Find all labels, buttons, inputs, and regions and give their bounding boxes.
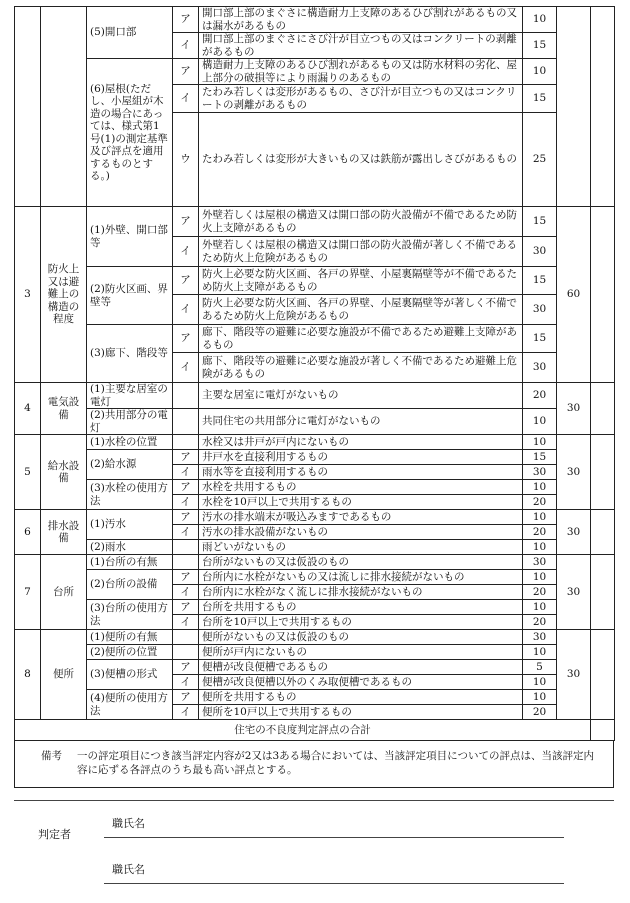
symbol: ア — [173, 480, 199, 495]
points: 30 — [523, 295, 557, 325]
points: 10 — [523, 645, 557, 660]
points: 30 — [523, 237, 557, 267]
description: 外壁若しくは屋根の構造又は開口部の防火設備が不備であるため防火上支障があるもの — [199, 207, 523, 237]
item-number — [15, 7, 41, 207]
symbol — [173, 435, 199, 450]
symbol: イ — [173, 615, 199, 630]
symbol — [173, 383, 199, 409]
evaluation-item: (2)便所の位置 — [87, 645, 173, 660]
description: 台所を10戸以上で共用するもの — [199, 615, 523, 630]
description: 便所を10戸以上で共用するもの — [199, 705, 523, 720]
judge-name-label-2: 職氏名 — [112, 863, 145, 876]
remarks-box — [14, 741, 614, 788]
description: 汚水の排水端末が吸込みますであるもの — [199, 510, 523, 525]
description: 水栓又は井戸が戸内にないもの — [199, 435, 523, 450]
category: 便所 — [41, 630, 87, 720]
description: 開口部上部のまぐさにさび汁が目立つもの又はコンクリートの剥離があるもの — [199, 33, 523, 59]
table-row — [15, 540, 615, 555]
table-row — [15, 630, 615, 645]
description: 外壁若しくは屋根の構造又は開口部の防火設備が著しく不備であるため防火上危険があるもの — [199, 237, 523, 267]
total-row — [15, 720, 615, 741]
table-row — [15, 510, 615, 525]
remarks-heading: 備考 — [41, 750, 62, 762]
description: 廊下、階段等の避難に必要な施設が不備であるため避難上支障があるもの — [199, 325, 523, 353]
symbol: イ — [173, 585, 199, 600]
evaluation-item: (1)外壁、開口部等 — [87, 207, 173, 267]
symbol — [173, 645, 199, 660]
evaluation-item: (5)開口部 — [87, 7, 173, 59]
category: 台所 — [41, 555, 87, 630]
category: 防火上又は避難上の構造の程度 — [41, 207, 87, 383]
description: 便槽が改良便槽であるもの — [199, 660, 523, 675]
symbol: イ — [173, 353, 199, 383]
blank-cell — [591, 555, 615, 630]
points: 15 — [523, 450, 557, 465]
points: 20 — [523, 495, 557, 510]
table-row — [15, 267, 615, 295]
evaluation-item: (2)雨水 — [87, 540, 173, 555]
table-row — [15, 480, 615, 495]
evaluation-sheet — [14, 6, 614, 788]
item-number: 6 — [15, 510, 41, 555]
max-points — [557, 7, 591, 207]
category — [41, 7, 87, 207]
description: 雨どいがないもの — [199, 540, 523, 555]
judge-section — [14, 800, 614, 897]
points: 10 — [523, 59, 557, 85]
blank-cell — [591, 435, 615, 510]
evaluation-item: (3)水栓の使用方法 — [87, 480, 173, 510]
blank-cell — [591, 207, 615, 383]
max-points: 60 — [557, 207, 591, 383]
symbol: ア — [173, 7, 199, 33]
points: 10 — [523, 435, 557, 450]
symbol: ア — [173, 207, 199, 237]
symbol: ア — [173, 660, 199, 675]
description: 台所内に水栓がないもの又は流しに排水接続がないもの — [199, 570, 523, 585]
evaluation-item: (4)便所の使用方法 — [87, 690, 173, 720]
description: 構造耐力上支障のあるひび割れがあるもの又は防水材料の劣化、屋上部分の破損等により雨漏りのあるもの — [199, 59, 523, 85]
table-row — [15, 645, 615, 660]
table-row — [15, 690, 615, 705]
item-number: 7 — [15, 555, 41, 630]
points: 20 — [523, 615, 557, 630]
table-row — [15, 450, 615, 465]
table-row — [15, 59, 615, 85]
description: 雨水等を直接利用するもの — [199, 465, 523, 480]
symbol — [173, 630, 199, 645]
points: 20 — [523, 585, 557, 600]
points: 15 — [523, 33, 557, 59]
total-value-cell — [591, 720, 615, 741]
points: 25 — [523, 113, 557, 207]
evaluation-item: (3)廊下、階段等 — [87, 325, 173, 383]
item-number: 3 — [15, 207, 41, 383]
judge-label: 判定者 — [38, 828, 71, 841]
blank-cell — [591, 383, 615, 435]
points: 30 — [523, 353, 557, 383]
symbol: ウ — [173, 113, 199, 207]
description: 台所がないもの又は仮設のもの — [199, 555, 523, 570]
symbol: ア — [173, 570, 199, 585]
max-points: 30 — [557, 510, 591, 555]
points: 30 — [523, 630, 557, 645]
blank-cell — [591, 510, 615, 555]
evaluation-item: (6)屋根(ただし、小屋組が木造の場合にあっては、様式第1号(1)の測定基準及び評点を適用するものとする。) — [87, 59, 173, 207]
item-number: 8 — [15, 630, 41, 720]
category: 給水設備 — [41, 435, 87, 510]
points: 30 — [523, 465, 557, 480]
remarks-text: 一の評定項目につき該当評定内容が2又は3ある場合においては、当該評定項目についての評点は、当該評定内容に応ずる各評点のうち最も高い評点とする。 — [77, 750, 594, 776]
evaluation-item: (1)便所の有無 — [87, 630, 173, 645]
points: 10 — [523, 510, 557, 525]
description: 防火上必要な防火区画、各戸の界壁、小屋裏隔壁等が著しく不備であるため防火上危険があるもの — [199, 295, 523, 325]
table-row — [15, 325, 615, 353]
table-row — [15, 555, 615, 570]
description: 水栓を10戸以上で共用するもの — [199, 495, 523, 510]
evaluation-item: (3)台所の使用方法 — [87, 600, 173, 630]
points: 10 — [523, 570, 557, 585]
points: 10 — [523, 480, 557, 495]
evaluation-item: (1)水栓の位置 — [87, 435, 173, 450]
max-points: 30 — [557, 383, 591, 435]
symbol: イ — [173, 525, 199, 540]
item-number: 4 — [15, 383, 41, 435]
blank-cell — [591, 7, 615, 207]
evaluation-item: (1)主要な居室の電灯 — [87, 383, 173, 409]
symbol: ア — [173, 267, 199, 295]
category: 排水設備 — [41, 510, 87, 555]
category: 電気設備 — [41, 383, 87, 435]
symbol — [173, 409, 199, 435]
symbol: イ — [173, 675, 199, 690]
points: 15 — [523, 207, 557, 237]
symbol: イ — [173, 495, 199, 510]
symbol: ア — [173, 510, 199, 525]
points: 20 — [523, 525, 557, 540]
points: 10 — [523, 409, 557, 435]
blank-cell — [591, 630, 615, 720]
description: 水栓を共用するもの — [199, 480, 523, 495]
points: 15 — [523, 85, 557, 113]
symbol: ア — [173, 600, 199, 615]
symbol — [173, 540, 199, 555]
max-points: 30 — [557, 435, 591, 510]
judge-name-line-1 — [104, 813, 564, 838]
description: 開口部上部のまぐさに構造耐力上支障のあるひび割れがあるもの又は漏水があるもの — [199, 7, 523, 33]
symbol: イ — [173, 237, 199, 267]
table-row — [15, 660, 615, 675]
symbol: ア — [173, 325, 199, 353]
table-row — [15, 570, 615, 585]
evaluation-table — [14, 6, 615, 741]
table-row — [15, 435, 615, 450]
points: 5 — [523, 660, 557, 675]
description: 便所を共用するもの — [199, 690, 523, 705]
description: 便槽が改良便槽以外のくみ取便槽であるもの — [199, 675, 523, 690]
evaluation-item: (3)便槽の形式 — [87, 660, 173, 690]
evaluation-item: (1)汚水 — [87, 510, 173, 540]
symbol: イ — [173, 85, 199, 113]
symbol: ア — [173, 690, 199, 705]
description: たわみ若しくは変形が大きいもの又は鉄筋が露出しさびがあるもの — [199, 113, 523, 207]
points: 30 — [523, 555, 557, 570]
description: 防火上必要な防火区画、各戸の界壁、小屋裏隔壁等が不備であるため防火上支障があるもの — [199, 267, 523, 295]
description: 台所内に水栓がなく流しに排水接続がないもの — [199, 585, 523, 600]
evaluation-item: (1)台所の有無 — [87, 555, 173, 570]
symbol: イ — [173, 465, 199, 480]
judge-name-label-1: 職氏名 — [112, 817, 145, 830]
points: 10 — [523, 540, 557, 555]
table-row — [15, 207, 615, 237]
description: 便所が戸内にないもの — [199, 645, 523, 660]
points: 10 — [523, 690, 557, 705]
points: 20 — [523, 705, 557, 720]
description: 台所を共用するもの — [199, 600, 523, 615]
table-row — [15, 600, 615, 615]
points: 10 — [523, 675, 557, 690]
description: 主要な居室に電灯がないもの — [199, 383, 523, 409]
symbol: イ — [173, 33, 199, 59]
table-row — [15, 409, 615, 435]
symbol — [173, 555, 199, 570]
total-label: 住宅の不良度判定評点の合計 — [15, 720, 591, 741]
symbol: イ — [173, 295, 199, 325]
description: 共同住宅の共用部分に電灯がないもの — [199, 409, 523, 435]
symbol: ア — [173, 450, 199, 465]
points: 10 — [523, 7, 557, 33]
table-row — [15, 383, 615, 409]
symbol: イ — [173, 705, 199, 720]
description: 汚水の排水設備がないもの — [199, 525, 523, 540]
table-row — [15, 7, 615, 33]
points: 20 — [523, 383, 557, 409]
max-points: 30 — [557, 555, 591, 630]
evaluation-item: (2)防火区画、界壁等 — [87, 267, 173, 325]
symbol: ア — [173, 59, 199, 85]
evaluation-item: (2)共用部分の電灯 — [87, 409, 173, 435]
points: 15 — [523, 267, 557, 295]
description: 井戸水を直接利用するもの — [199, 450, 523, 465]
item-number: 5 — [15, 435, 41, 510]
evaluation-item: (2)給水源 — [87, 450, 173, 480]
max-points: 30 — [557, 630, 591, 720]
description: 便所がないもの又は仮設のもの — [199, 630, 523, 645]
points: 10 — [523, 600, 557, 615]
description: たわみ若しくは変形があるもの、さび汁が目立つもの又はコンクリートの剥離があるもの — [199, 85, 523, 113]
points: 15 — [523, 325, 557, 353]
judge-name-line-2 — [104, 859, 564, 884]
evaluation-item: (2)台所の設備 — [87, 570, 173, 600]
description: 廊下、階段等の避難に必要な施設が著しく不備であるため避難上危険があるもの — [199, 353, 523, 383]
